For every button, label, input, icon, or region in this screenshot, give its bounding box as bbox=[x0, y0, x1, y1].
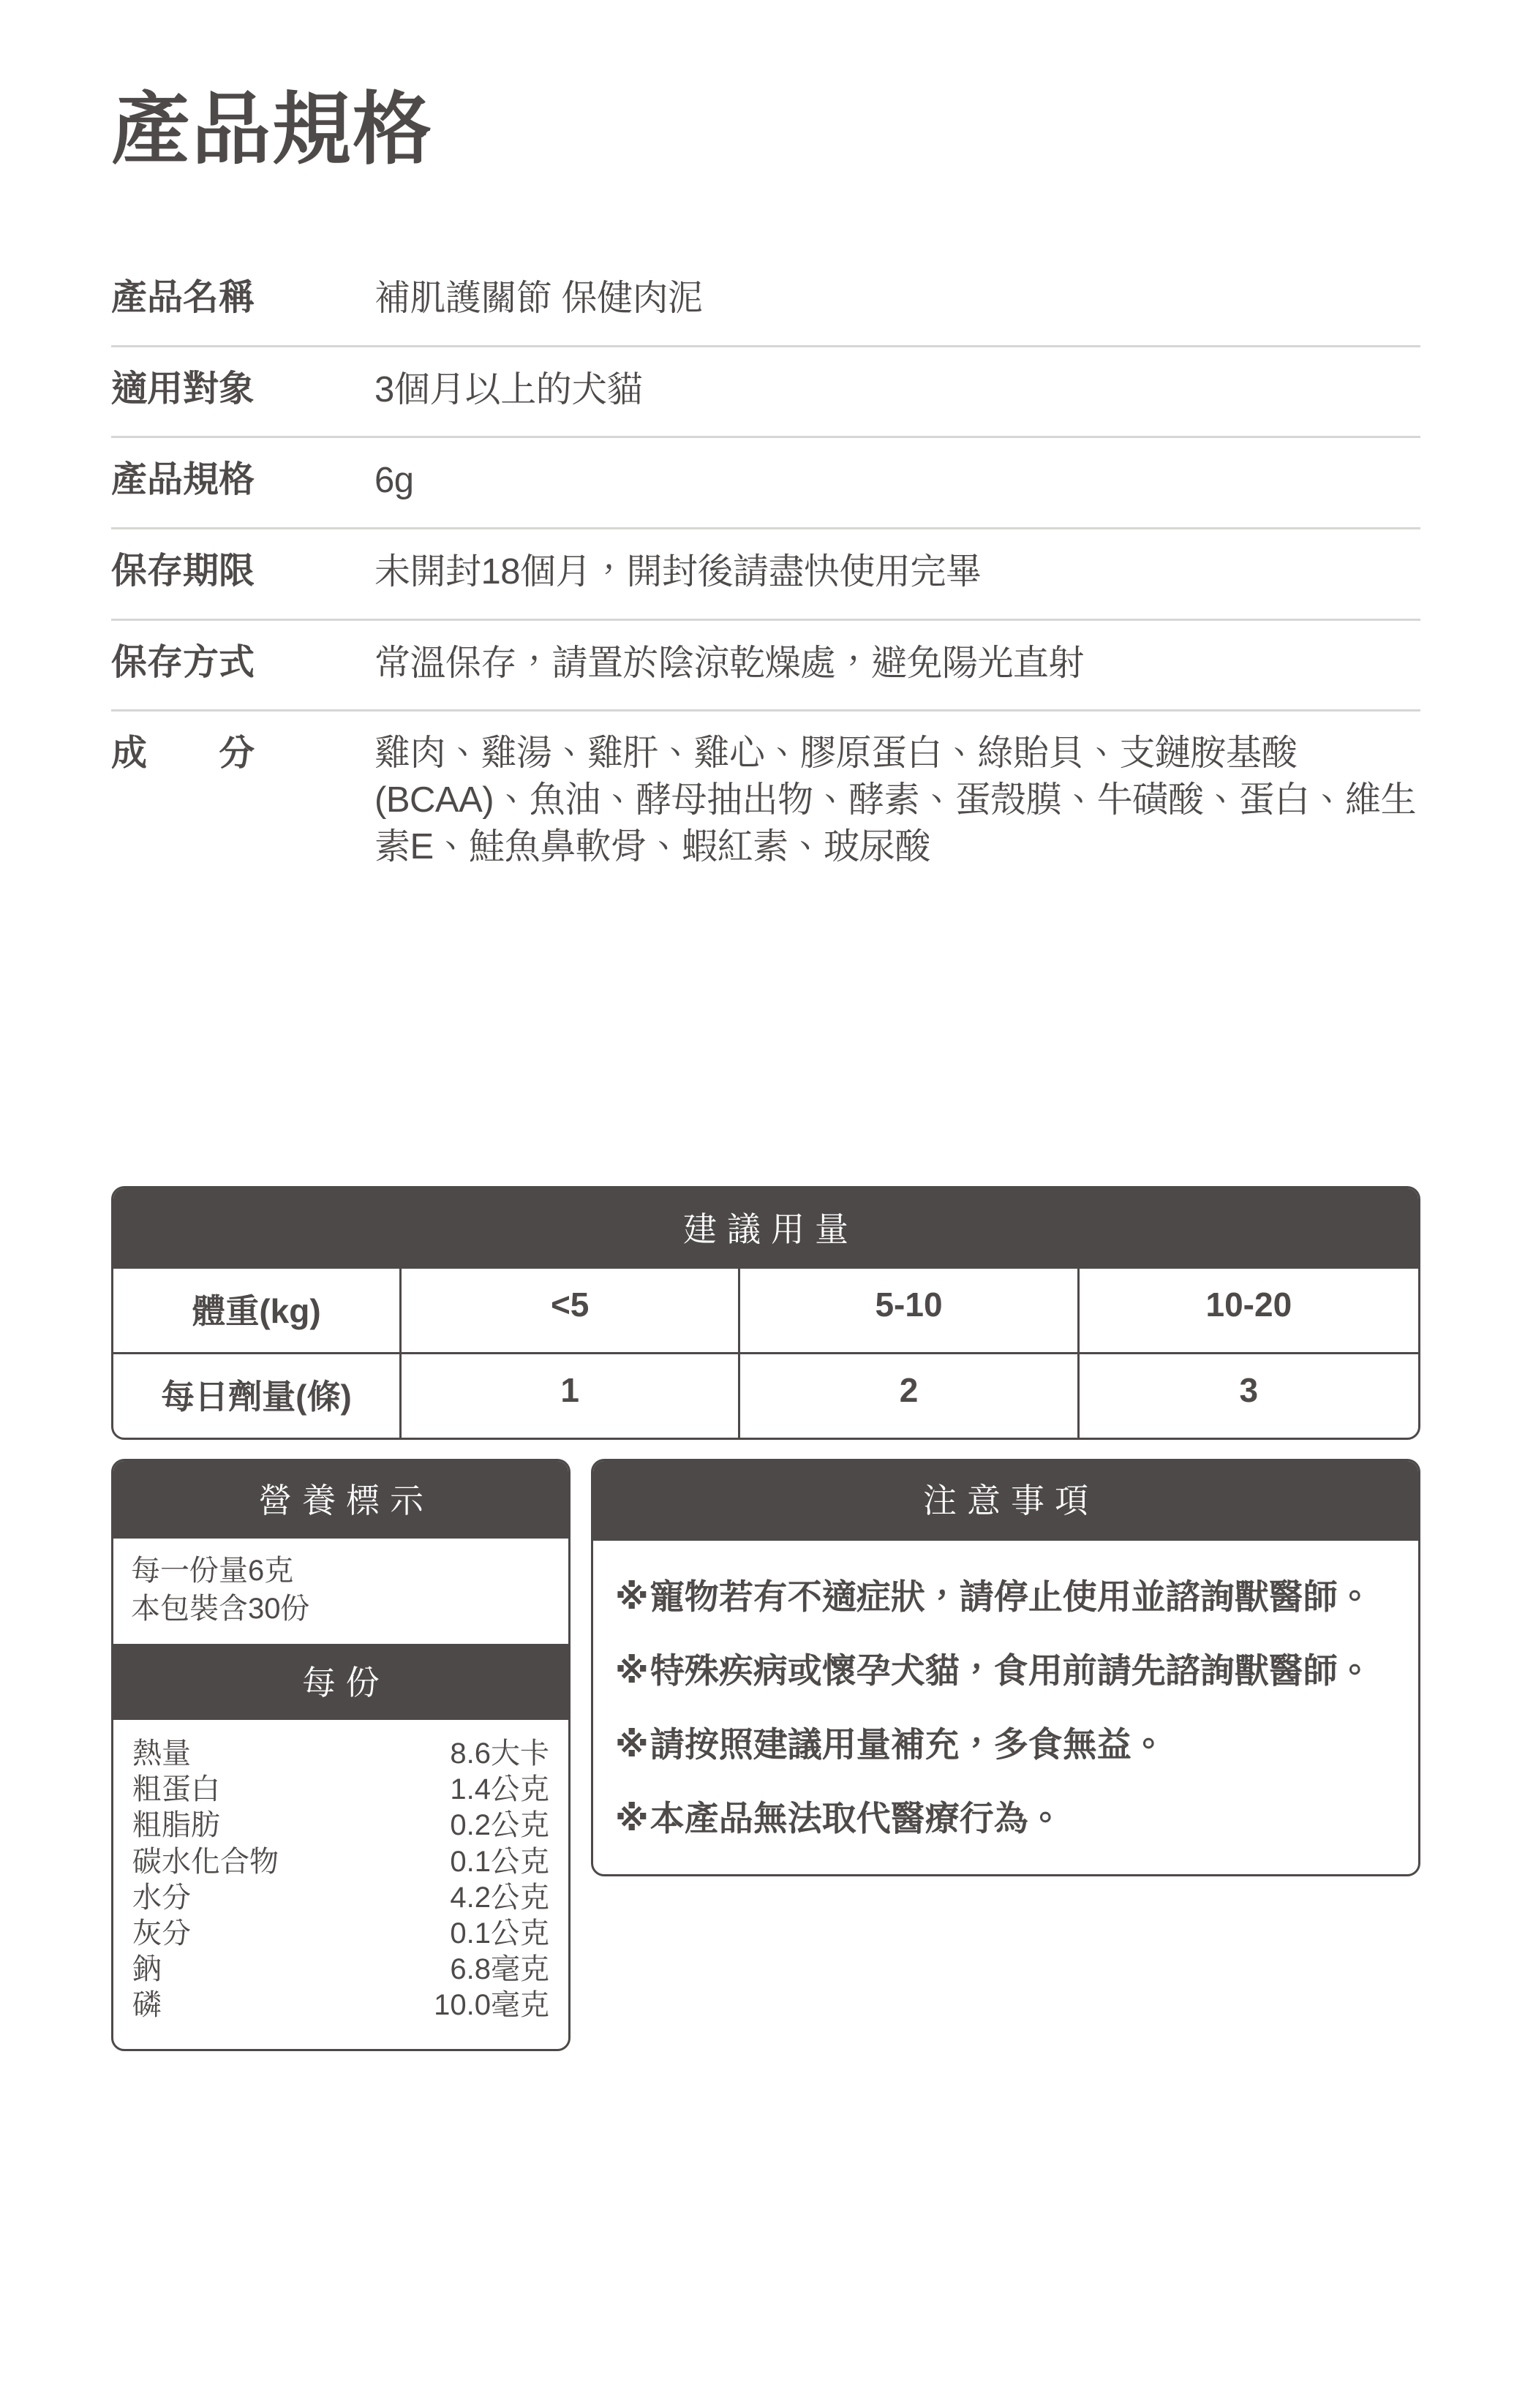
nutrition-per-serving-label: 每份 bbox=[113, 1644, 568, 1718]
dosage-table-grid bbox=[113, 1269, 1418, 1438]
nutrient-name: 熱量 bbox=[132, 1737, 191, 1770]
caution-mark-icon: ※ bbox=[615, 1651, 649, 1691]
spec-row-storage-method bbox=[111, 621, 1420, 712]
spec-label: 產品規格 bbox=[111, 460, 255, 500]
spec-value: 3個月以上的犬貓 bbox=[374, 369, 643, 409]
nutrient-name: 鈉 bbox=[132, 1953, 162, 1986]
nutrient-value: 1.4公克 bbox=[450, 1773, 549, 1806]
spec-label: 產品名稱 bbox=[111, 278, 255, 317]
nutrient-name: 粗脂肪 bbox=[132, 1809, 220, 1842]
dosage-weight-label: 體重(kg) bbox=[113, 1269, 402, 1352]
caution-item bbox=[615, 1796, 1393, 1841]
caution-mark-icon: ※ bbox=[615, 1799, 649, 1838]
dosage-weight-value: <5 bbox=[402, 1269, 740, 1352]
spec-row-shelf-life bbox=[111, 529, 1420, 621]
nutrient-name: 磷 bbox=[132, 1989, 162, 2022]
page-title: 產品規格 bbox=[111, 85, 434, 173]
nutrition-row bbox=[132, 1880, 549, 1916]
spec-row-target-audience bbox=[111, 347, 1420, 439]
nutrition-row bbox=[132, 1808, 549, 1843]
spec-value: 補肌護關節 保健肉泥 bbox=[374, 279, 704, 318]
caution-item bbox=[615, 1722, 1393, 1767]
nutrient-value: 8.6大卡 bbox=[450, 1737, 549, 1770]
spec-value: 6g bbox=[374, 461, 414, 501]
dosage-dose-value: 2 bbox=[740, 1352, 1079, 1438]
nutrition-servings-per-pack: 本包裝含30份 bbox=[131, 1593, 310, 1625]
specification-list bbox=[111, 256, 1420, 892]
nutrition-row bbox=[132, 1736, 549, 1772]
nutrient-value: 6.8毫克 bbox=[450, 1953, 549, 1986]
nutrient-name: 碳水化合物 bbox=[132, 1845, 279, 1878]
caution-text: 寵物若有不適症狀，請停止使用並諮詢獸醫師。 bbox=[649, 1577, 1372, 1616]
cautions-title: 注意事項 bbox=[593, 1461, 1418, 1539]
dosage-weight-value: 5-10 bbox=[740, 1269, 1079, 1352]
cautions-body bbox=[593, 1539, 1418, 1874]
bottom-panels bbox=[111, 1459, 1420, 2051]
spec-label: 保存期限 bbox=[111, 551, 255, 591]
dosage-weight-value: 10-20 bbox=[1205, 1286, 1292, 1324]
caution-mark-icon: ※ bbox=[615, 1725, 649, 1765]
cautions-panel bbox=[591, 1459, 1420, 1876]
nutrient-name: 灰分 bbox=[132, 1917, 191, 1950]
caution-item bbox=[615, 1574, 1393, 1619]
spec-row-product-name bbox=[111, 256, 1420, 347]
nutrition-row bbox=[132, 1844, 549, 1880]
nutrition-serving-info bbox=[113, 1539, 568, 1644]
dosage-table bbox=[111, 1186, 1420, 1440]
spec-label: 成 分 bbox=[111, 733, 255, 774]
nutrition-serving-size: 每一份量6克 bbox=[131, 1555, 294, 1587]
dosage-table-title: 建議用量 bbox=[113, 1188, 1418, 1269]
spec-label: 適用對象 bbox=[111, 369, 255, 409]
nutrition-row bbox=[132, 1952, 549, 1988]
spec-label: 保存方式 bbox=[111, 642, 255, 682]
nutrient-value: 4.2公克 bbox=[450, 1881, 549, 1914]
spec-row-product-size bbox=[111, 438, 1420, 529]
nutrition-facts-title: 營養標示 bbox=[113, 1461, 568, 1539]
caution-text: 特殊疾病或懷孕犬貓，食用前請先諮詢獸醫師。 bbox=[649, 1651, 1372, 1691]
nutrient-name: 粗蛋白 bbox=[132, 1773, 220, 1806]
nutrition-facts-panel bbox=[111, 1459, 571, 2051]
spec-row-ingredients bbox=[111, 712, 1420, 892]
caution-text: 請按照建議用量補充，多食無益。 bbox=[649, 1725, 1166, 1765]
dosage-dose-label: 每日劑量(條) bbox=[113, 1352, 402, 1438]
nutrient-value: 0.1公克 bbox=[450, 1845, 549, 1878]
nutrient-value: 0.2公克 bbox=[450, 1809, 549, 1842]
spec-value: 常溫保存，請置於陰涼乾燥處，避免陽光直射 bbox=[374, 643, 1085, 683]
spec-value: 雞肉、雞湯、雞肝、雞心、膠原蛋白、綠貽貝、支鏈胺基酸(BCAA)、魚油、酵母抽出物、酵素、蛋殼膜、牛磺酸、蛋白、維生素E、鮭魚鼻軟骨、蝦紅素、玻尿酸 bbox=[374, 733, 1417, 867]
dosage-dose-value: 3 bbox=[1080, 1352, 1418, 1438]
spec-value: 未開封18個月，開封後請盡快使用完畢 bbox=[374, 551, 982, 592]
nutrient-value: 0.1公克 bbox=[450, 1917, 549, 1950]
nutrition-row bbox=[132, 1916, 549, 1952]
nutrition-rows bbox=[113, 1718, 568, 2049]
caution-mark-icon: ※ bbox=[615, 1577, 649, 1616]
nutrient-value: 10.0毫克 bbox=[434, 1989, 549, 2022]
nutrition-row bbox=[132, 1772, 549, 1808]
nutrient-name: 水分 bbox=[132, 1881, 191, 1914]
caution-item bbox=[615, 1648, 1393, 1693]
caution-text: 本產品無法取代醫療行為。 bbox=[649, 1799, 1063, 1838]
nutrition-row bbox=[132, 1988, 549, 2023]
dosage-dose-value: 1 bbox=[402, 1352, 740, 1438]
